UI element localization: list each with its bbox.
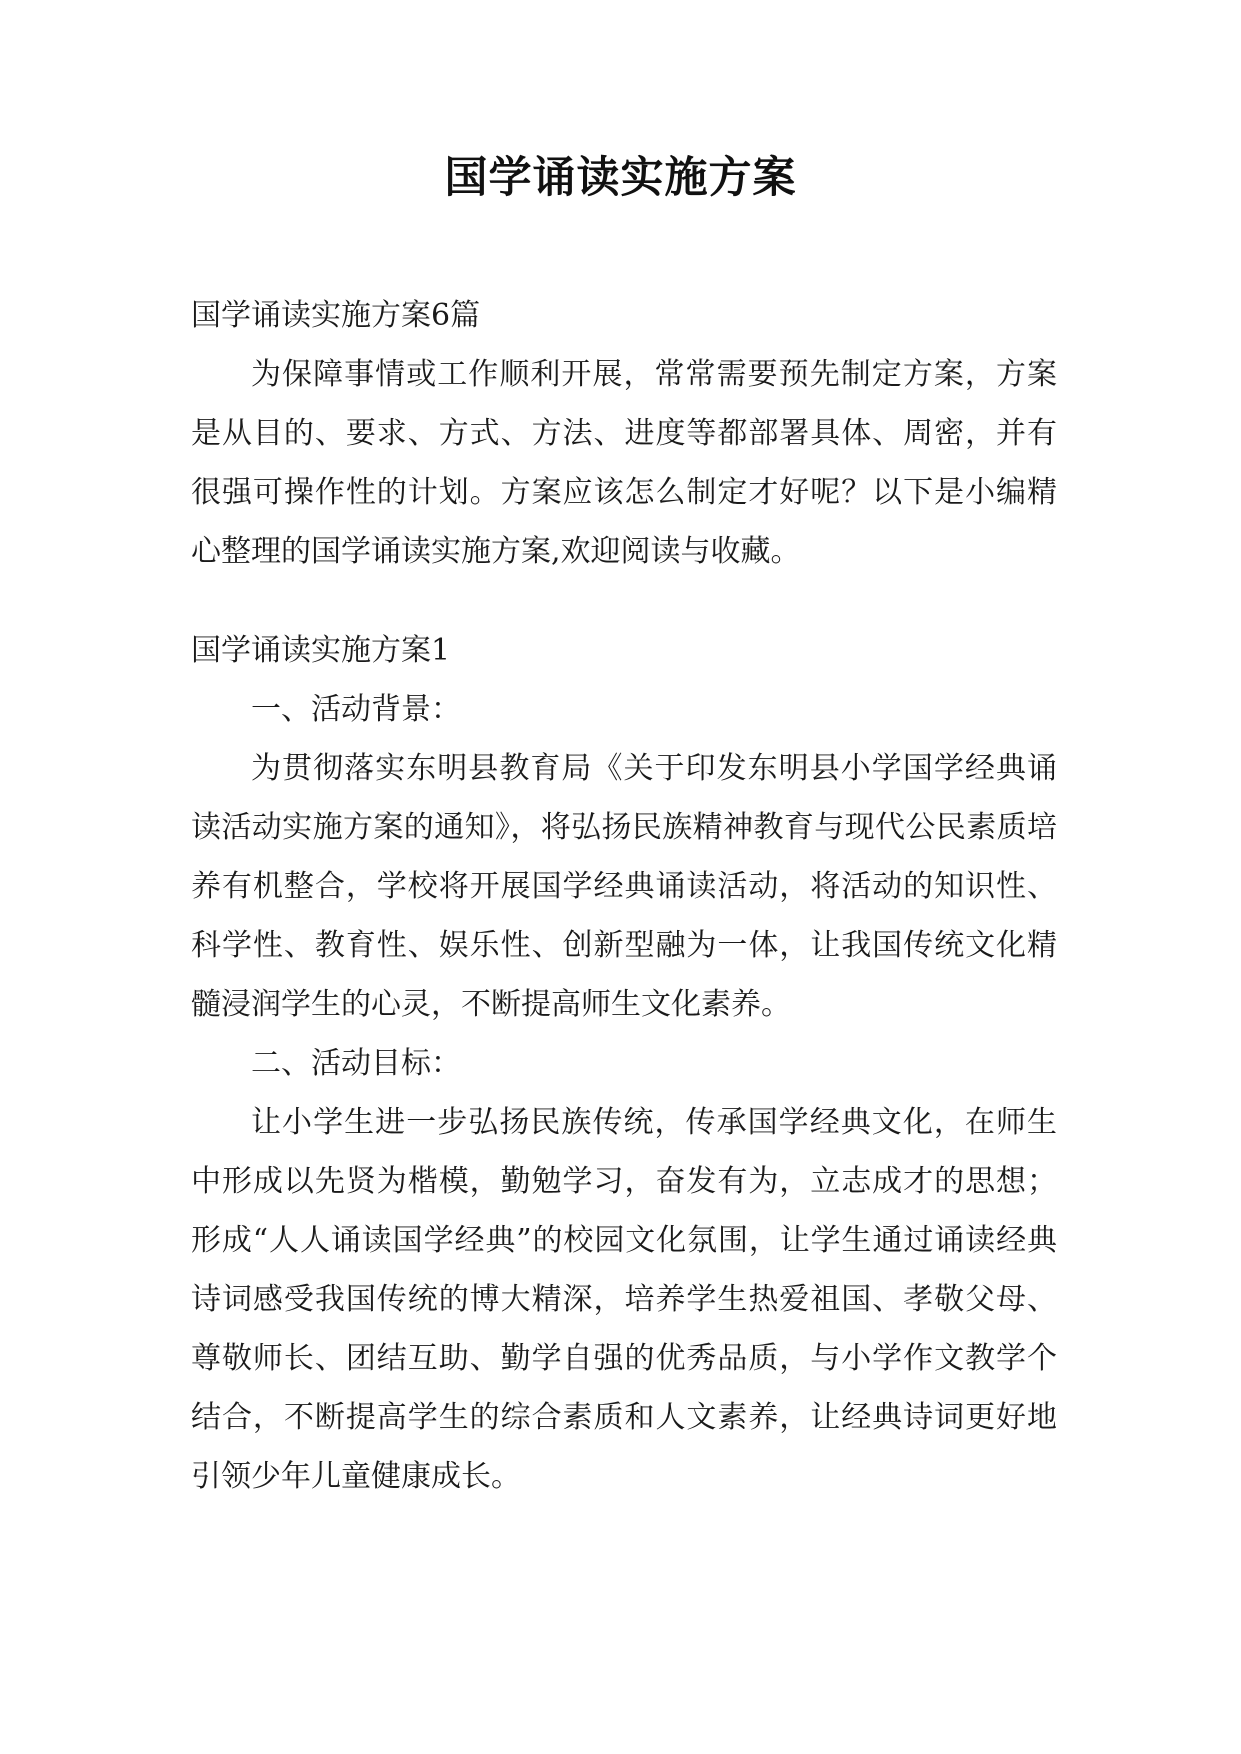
section-title: 国学诵读实施方案1 xyxy=(191,633,451,668)
document-title: 国学诵读实施方案 xyxy=(444,153,797,203)
background-heading: 一、活动背景： xyxy=(251,692,461,727)
goal-heading: 二、活动目标： xyxy=(251,1046,461,1081)
document-subtitle: 国学诵读实施方案6篇 xyxy=(191,298,481,333)
section-spacer xyxy=(191,581,1057,621)
background-paragraph: 为贯彻落实东明县教育局《关于印发东明县小学国学经典诵读活动实施方案的通知》，将弘扬民族精神教育与现代公民素质培养有机整合，学校将开展国学经典诵读活动，将活动的知识性、科学性、教育性、娱乐性、创新型融为一体，让我国传统文化精髓浸润学生的心灵，不断提高师生文化素养。 xyxy=(191,751,1057,1022)
goal-paragraph: 让小学生进一步弘扬民族传统，传承国学经典文化，在师生中形成以先贤为楷模，勤勉学习，奋发有为，立志成才的思想；形成“人人诵读国学经典”的校园文化氛围，让学生通过诵读经典诗词感受我国传统的博大精深，培养学生热爱祖国、孝敬父母、尊敬师长、团结互助、勤学自强的优秀品质，与小学作文教学个结合，不断提高学生的综合素质和人文素养，让经典诗词更好地引领少年儿童健康成长。 xyxy=(191,1105,1057,1494)
document-body xyxy=(191,286,1057,1506)
intro-paragraph: 为保障事情或工作顺利开展，常常需要预先制定方案，方案是从目的、要求、方式、方法、进度等都部署具体、周密，并有很强可操作性的计划。方案应该怎么制定才好呢？以下是小编精心整理的国学诵读实施方案,欢迎阅读与收藏。 xyxy=(191,357,1057,569)
